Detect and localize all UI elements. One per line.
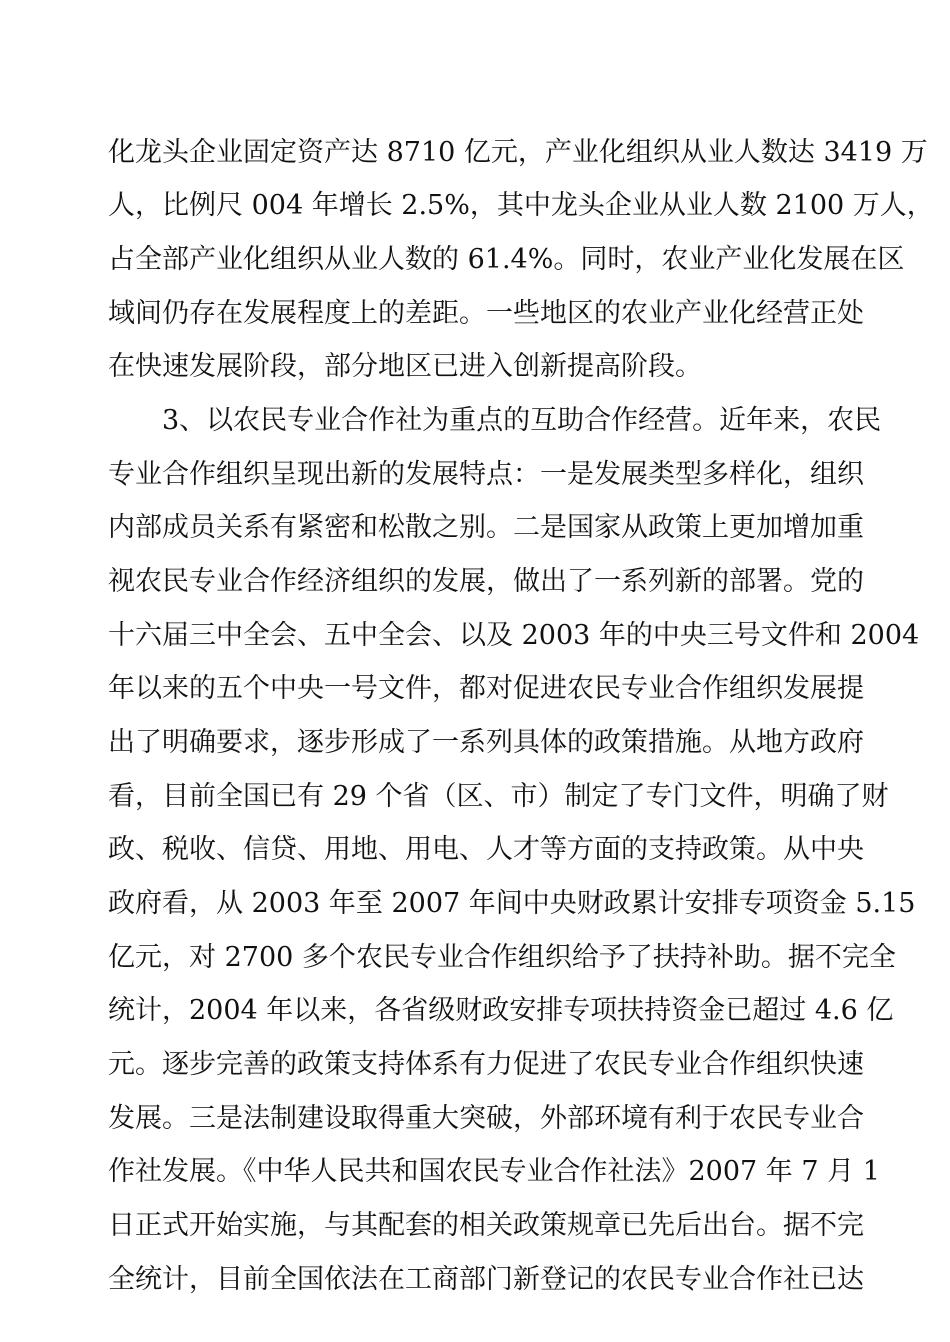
- text-line-18: 元。逐步完善的政策支持体系有力促进了农民专业合作组织快速: [108, 1049, 864, 1080]
- text-line-12: 出了明确要求，逐步形成了一系列具体的政策措施。从地方政府: [108, 727, 864, 758]
- text-line-8: 内部成员关系有紧密和松散之别。二是国家从政策上更加增加重: [108, 512, 864, 543]
- text-line-21: 日正式开始实施，与其配套的相关政策规章已先后出台。据不完: [108, 1210, 864, 1241]
- text-line-20: 作社发展。《中华人民共和国农民专业合作社法》2007 年 7 月 1: [108, 1156, 880, 1187]
- text-line-14: 政、税收、信贷、用地、用电、人才等方面的支持政策。从中央: [108, 834, 864, 865]
- text-line-22: 全统计，目前全国依法在工商部门新登记的农民专业合作社已达: [108, 1264, 864, 1295]
- text-line-3: 占全部产业化组织从业人数的 61.4%。同时，农业产业化发展在区: [108, 244, 905, 275]
- text-line-13: 看，目前全国已有 29 个省（区、市）制定了专门文件，明确了财: [108, 781, 889, 812]
- text-line-16: 亿元，对 2700 多个农民专业合作组织给予了扶持补助。据不完全: [108, 942, 896, 973]
- text-line-5: 在快速发展阶段，部分地区已进入创新提高阶段。: [108, 351, 702, 382]
- text-line-17: 统计，2004 年以来，各省级财政安排专项扶持资金已超过 4.6 亿: [108, 995, 894, 1026]
- text-line-11: 年以来的五个中央一号文件，都对促进农民专业合作组织发展提: [108, 673, 864, 704]
- text-line-19: 发展。三是法制建设取得重大突破，外部环境有利于农民专业合: [108, 1103, 864, 1134]
- text-line-7: 专业合作组织呈现出新的发展特点：一是发展类型多样化，组织: [108, 459, 864, 490]
- paragraph-heading-line: 3、以农民专业合作社为重点的互助合作经营。近年来，农民: [162, 405, 882, 436]
- text-line-15: 政府看，从 2003 年至 2007 年间中央财政累计安排专项资金 5.15: [108, 888, 916, 919]
- text-line-10: 十六届三中全会、五中全会、以及 2003 年的中央三号文件和 2004: [108, 620, 920, 651]
- text-line-1: 化龙头企业固定资产达 8710 亿元，产业化组织从业人数达 3419 万: [108, 137, 928, 168]
- text-line-9: 视农民专业合作经济组织的发展，做出了一系列新的部署。党的: [108, 566, 864, 597]
- text-line-2: 人，比例尺 004 年增长 2.5%，其中龙头企业从业人数 2100 万人，: [108, 190, 934, 221]
- text-line-4: 域间仍存在发展程度上的差距。一些地区的农业产业化经营正处: [108, 298, 864, 329]
